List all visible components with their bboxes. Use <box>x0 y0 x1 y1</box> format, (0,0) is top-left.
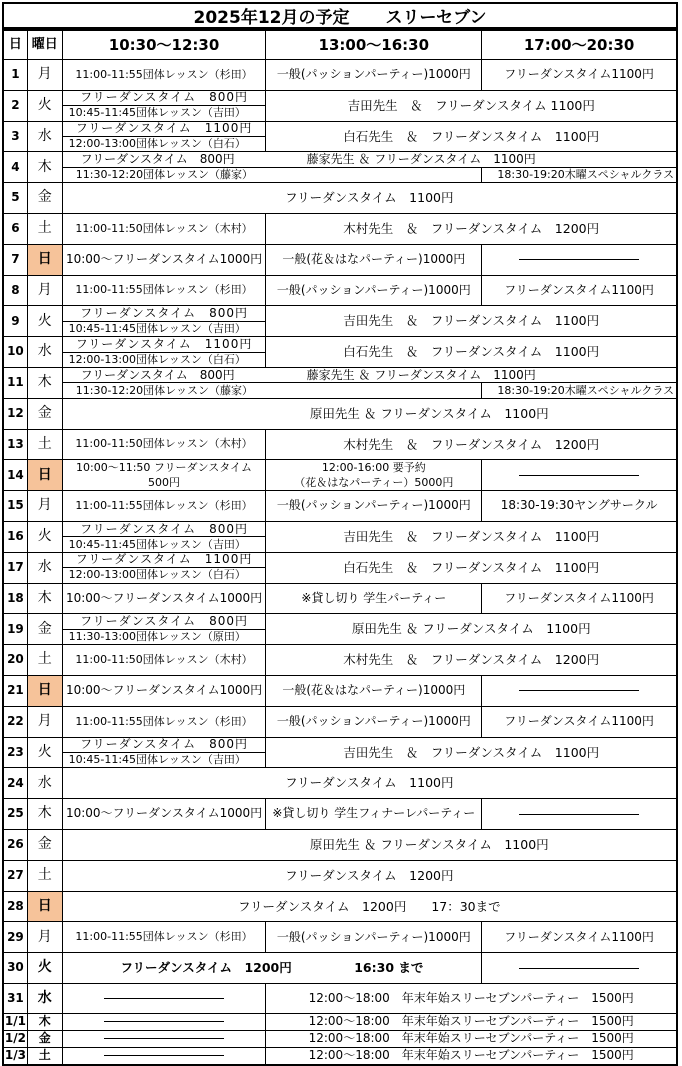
slot-evening: フリーダンスタイム1100円 <box>481 922 676 952</box>
weekday: 火 <box>27 91 62 121</box>
slot-afternoon-evening: 原田先生 ＆ フリーダンスタイム 1100円 <box>265 614 676 644</box>
weekday: 木 <box>27 584 62 614</box>
weekday: 木 <box>27 1014 62 1030</box>
slot-morning-empty <box>62 1014 266 1030</box>
day-number: 1 <box>11 67 20 82</box>
table-row <box>4 398 676 429</box>
day-number: 1/3 <box>4 1048 26 1063</box>
slot-morning: 11:00-11:55団体レッスン（杉田） <box>62 491 266 521</box>
table-row <box>4 737 676 768</box>
slot-morning-bottom: 10:45-11:45団体レッスン（吉田） <box>63 105 266 120</box>
slot-afternoon-evening: 12:00～18:00 年末年始スリーセブンパーティー 1500円 <box>265 984 676 1013</box>
table-row <box>4 1047 676 1064</box>
table-row <box>4 305 676 336</box>
table-row <box>4 521 676 552</box>
table-header-row <box>4 31 676 59</box>
slot-morning <box>62 738 266 768</box>
table-row <box>4 429 676 460</box>
weekday: 水 <box>27 768 62 798</box>
weekday: 水 <box>27 122 62 152</box>
day-number: 20 <box>7 652 24 667</box>
weekday: 月 <box>27 491 62 521</box>
slot-morning <box>62 553 266 583</box>
empty-dash <box>519 814 639 815</box>
slot-afternoon-evening: 木村先生 ＆ フリーダンスタイム 1200円 <box>265 430 676 460</box>
slot-afternoon-evening: 白石先生 ＆ フリーダンスタイム 1100円 <box>265 337 676 367</box>
slot-morning-top: フリーダンスタイム 800円 <box>80 90 249 105</box>
day-number: 1/2 <box>4 1031 26 1046</box>
weekday: 木 <box>27 799 62 829</box>
slot-morning-bottom: 12:00-13:00団体レッスン（白石） <box>63 352 266 367</box>
slot-morning: 11:00-11:50団体レッスン（木村） <box>62 645 266 675</box>
slot-morning <box>62 122 266 152</box>
day-number: 24 <box>7 775 24 790</box>
slot-evening-bottom: 18:30-19:20木曜スペシャルクラス <box>481 383 676 397</box>
day-number: 28 <box>7 898 24 913</box>
weekday: 木 <box>27 152 62 182</box>
slot-afternoon: ※貸し切り 学生パーティー <box>265 584 481 614</box>
empty-dash <box>519 259 639 260</box>
table-row <box>4 675 676 706</box>
slot-afternoon: ※貸し切り 学生フィナーレパーティー <box>265 799 481 829</box>
day-number: 3 <box>11 128 20 143</box>
title-shop: スリーセブン <box>385 8 487 28</box>
weekday: 月 <box>27 922 62 952</box>
weekday: 金 <box>27 183 62 213</box>
slot-morning-bottom: 12:00-13:00団体レッスン（白石） <box>63 567 266 582</box>
empty-dash <box>104 1055 224 1056</box>
table-row <box>4 644 676 675</box>
slot-morning: 10:00～フリーダンスタイム1000円 <box>62 245 266 275</box>
weekday: 月 <box>27 707 62 737</box>
table-row <box>4 213 676 244</box>
table-row <box>4 59 676 90</box>
day-number: 11 <box>7 375 24 390</box>
slot-afternoon: 一般(パッションパーティー)1000円 <box>265 276 481 306</box>
slot-afternoon-evening: 12:00～18:00 年末年始スリーセブンパーティー 1500円 <box>265 1048 676 1064</box>
slot-afternoon: 一般(花＆はなパーティー)1000円 <box>265 245 481 275</box>
day-number: 13 <box>7 436 24 451</box>
table-row <box>4 275 676 306</box>
table-row <box>4 336 676 367</box>
weekday: 木 <box>27 368 62 398</box>
day-number: 21 <box>7 683 24 698</box>
title-main: 2025年12月の予定 <box>193 8 350 28</box>
slot-morning-bottom: 500円 <box>148 475 181 489</box>
slot-evening: フリーダンスタイム1100円 <box>481 276 676 306</box>
day-number: 23 <box>7 744 24 759</box>
slot-afternoon-evening: 12:00～18:00 年末年始スリーセブンパーティー 1500円 <box>265 1031 676 1047</box>
slot-morning-bottom: 12:00-13:00団体レッスン（白石） <box>63 136 266 151</box>
header-slot-afternoon: 13:00～16:30 <box>265 31 481 59</box>
table-row <box>4 121 676 152</box>
slot-morning <box>62 306 266 336</box>
day-number: 22 <box>7 714 24 729</box>
table-row <box>4 151 676 182</box>
weekday-sunday: 日 <box>27 460 62 490</box>
slot-evening-empty <box>481 799 676 829</box>
table-row <box>4 367 676 398</box>
weekday-sunday: 日 <box>27 676 62 706</box>
slot-afternoon: 一般(パッションパーティー)1000円 <box>265 491 481 521</box>
slot-afternoon-evening: 吉田先生 ＆ フリーダンスタイム 1100円 <box>265 738 676 768</box>
table-row <box>4 1030 676 1047</box>
header-slot-morning: 10:30～12:30 <box>62 31 266 59</box>
day-number: 19 <box>7 621 24 636</box>
table-row <box>4 244 676 275</box>
slot-morning: 11:00-11:55団体レッスン（杉田） <box>62 707 266 737</box>
slot-morning-top: フリーダンスタイム 1100円 <box>75 121 253 136</box>
weekday: 月 <box>27 60 62 90</box>
weekday: 水 <box>27 337 62 367</box>
slot-span-all: フリーダンスタイム 1200円 <box>62 861 676 891</box>
slot-evening: 18:30-19:30ヤングサークル <box>481 491 676 521</box>
day-number: 18 <box>7 590 24 605</box>
slot-afternoon-top: 12:00-16:00 要予約 <box>321 460 426 474</box>
slot-afternoon-evening: 木村先生 ＆ フリーダンスタイム 1200円 <box>265 214 676 244</box>
day-number: 31 <box>7 990 24 1005</box>
weekday: 火 <box>27 522 62 552</box>
table-row <box>4 613 676 644</box>
slot-morning-top: フリーダンスタイム 1100円 <box>75 552 253 567</box>
weekday: 火 <box>27 306 62 336</box>
day-number: 9 <box>11 313 20 328</box>
day-number: 16 <box>7 529 24 544</box>
day-number: 25 <box>7 806 24 821</box>
slot-morning-top: フリーダンスタイム 800円 <box>80 737 249 752</box>
table-row <box>4 706 676 737</box>
slot-evening: フリーダンスタイム1100円 <box>481 60 676 90</box>
slot-morning <box>62 337 266 367</box>
slot-morning: 11:00-11:50団体レッスン（木村） <box>62 430 266 460</box>
weekday: 金 <box>27 614 62 644</box>
slot-afternoon-evening: 白石先生 ＆ フリーダンスタイム 1100円 <box>265 122 676 152</box>
table-row <box>4 583 676 614</box>
slot-morning-top: フリーダンスタイム 800円 <box>80 521 249 536</box>
day-number: 10 <box>7 344 24 359</box>
day-number: 30 <box>7 960 24 975</box>
slot-span-all: 原田先生 ＆ フリーダンスタイム 1100円 <box>62 830 676 860</box>
empty-dash <box>519 968 639 969</box>
day-number: 6 <box>11 221 20 236</box>
day-number: 8 <box>11 282 20 297</box>
page-title <box>2 2 678 29</box>
day-number: 14 <box>7 467 24 482</box>
table-row <box>4 767 676 798</box>
table-row <box>4 829 676 860</box>
slot-morning <box>62 460 266 490</box>
day-number: 2 <box>11 98 20 113</box>
slot-morning <box>62 522 266 552</box>
slot-evening-empty <box>481 460 676 490</box>
slot-evening-empty <box>481 953 676 983</box>
slot-span-top: フリーダンスタイム 800円 藤家先生 ＆ フリーダンスタイム 1100円 <box>80 152 536 166</box>
table-row <box>4 552 676 583</box>
slot-morning-bottom: 10:45-11:45団体レッスン（吉田） <box>63 536 266 551</box>
weekday: 水 <box>27 553 62 583</box>
weekday: 月 <box>27 276 62 306</box>
slot-morning-empty <box>62 984 266 1013</box>
empty-dash <box>104 1021 224 1022</box>
slot-span-all: フリーダンスタイム 1200円 17：30まで <box>62 892 676 922</box>
schedule-table <box>2 29 678 1066</box>
weekday: 土 <box>27 861 62 891</box>
slot-morning-bottom: 10:45-11:45団体レッスン（吉田） <box>63 752 266 767</box>
weekday-sunday: 日 <box>27 892 62 922</box>
weekday: 土 <box>27 645 62 675</box>
slot-morning-top: フリーダンスタイム 800円 <box>80 306 249 320</box>
day-number: 27 <box>7 868 24 883</box>
slot-morning-bottom: 11:30-12:20団体レッスン（藤家） <box>75 167 254 181</box>
slot-morning-top: 10:00～11:50 フリーダンスタイム <box>76 460 253 474</box>
table-row <box>4 459 676 490</box>
table-row <box>4 798 676 829</box>
slot-evening-bottom: 18:30-19:20木曜スペシャルクラス <box>481 168 676 182</box>
slot-span-all <box>62 152 676 182</box>
empty-dash <box>104 998 224 999</box>
slot-afternoon-evening: 木村先生 ＆ フリーダンスタイム 1200円 <box>265 645 676 675</box>
slot-morning-top: フリーダンスタイム 800円 <box>80 614 249 628</box>
day-number: 15 <box>7 498 24 513</box>
slot-afternoon-evening: 吉田先生 ＆ フリーダンスタイム 1100円 <box>265 306 676 336</box>
header-slot-evening: 17:00～20:30 <box>481 31 676 59</box>
day-number: 29 <box>7 929 24 944</box>
table-row <box>4 860 676 891</box>
day-number: 4 <box>11 159 20 174</box>
slot-span-top: フリーダンスタイム 800円 藤家先生 ＆ フリーダンスタイム 1100円 <box>80 367 536 382</box>
weekday: 土 <box>27 430 62 460</box>
slot-evening: フリーダンスタイム1100円 <box>481 707 676 737</box>
table-row <box>4 490 676 521</box>
slot-morning-top: フリーダンスタイム 1100円 <box>75 337 253 351</box>
slot-morning-empty <box>62 1048 266 1064</box>
table-row <box>4 921 676 952</box>
day-number: 5 <box>11 190 20 205</box>
weekday: 土 <box>27 1048 62 1064</box>
weekday: 火 <box>27 738 62 768</box>
weekday: 水 <box>27 984 62 1013</box>
day-number: 7 <box>11 252 20 267</box>
slot-evening-empty <box>481 245 676 275</box>
slot-morning: 10:00～フリーダンスタイム1000円 <box>62 799 266 829</box>
table-row <box>4 983 676 1013</box>
table-row <box>4 952 676 983</box>
slot-afternoon: 一般(花＆はなパーティー)1000円 <box>265 676 481 706</box>
slot-evening: フリーダンスタイム1100円 <box>481 584 676 614</box>
empty-dash <box>519 475 639 476</box>
slot-morning-bottom: 11:30-13:00団体レッスン（原田） <box>63 629 266 644</box>
table-row <box>4 182 676 213</box>
day-number: 17 <box>7 560 24 575</box>
weekday: 金 <box>27 830 62 860</box>
table-row <box>4 891 676 922</box>
slot-span-all <box>62 368 676 398</box>
empty-dash <box>104 1038 224 1039</box>
header-weekday: 曜日 <box>27 31 62 59</box>
slot-span-all: フリーダンスタイム 1100円 <box>62 183 676 213</box>
slot-morning <box>62 91 266 121</box>
slot-morning: 11:00-11:50団体レッスン（木村） <box>62 214 266 244</box>
slot-afternoon <box>265 460 481 490</box>
slot-afternoon-evening: 12:00～18:00 年末年始スリーセブンパーティー 1500円 <box>265 1014 676 1030</box>
weekday: 金 <box>27 399 62 429</box>
slot-afternoon-bottom: （花＆はなパーティー）5000円 <box>294 475 454 489</box>
weekday: 金 <box>27 1031 62 1047</box>
header-day: 日 <box>8 36 22 52</box>
slot-morning <box>62 614 266 644</box>
slot-morning: 10:00～フリーダンスタイム1000円 <box>62 584 266 614</box>
day-number: 12 <box>7 406 24 421</box>
slot-afternoon: 一般(パッションパーティー)1000円 <box>265 707 481 737</box>
slot-afternoon-evening: 白石先生 ＆ フリーダンスタイム 1100円 <box>265 553 676 583</box>
weekday: 土 <box>27 214 62 244</box>
slot-afternoon-evening: 吉田先生 ＆ フリーダンスタイム 1100円 <box>265 522 676 552</box>
slot-evening-empty <box>481 676 676 706</box>
slot-morning: 11:00-11:55団体レッスン（杉田） <box>62 60 266 90</box>
table-row <box>4 90 676 121</box>
slot-morning-empty <box>62 1031 266 1047</box>
slot-span-all: 原田先生 ＆ フリーダンスタイム 1100円 <box>62 399 676 429</box>
slot-morning: 11:00-11:55団体レッスン（杉田） <box>62 276 266 306</box>
slot-afternoon-evening: 吉田先生 ＆ フリーダンスタイム 1100円 <box>265 91 676 121</box>
slot-morning-afternoon: フリーダンスタイム 1200円 16:30 まで <box>62 953 482 983</box>
slot-morning: 11:00-11:55団体レッスン（杉田） <box>62 922 266 952</box>
day-number: 26 <box>7 837 24 852</box>
slot-morning-bottom: 10:45-11:45団体レッスン（吉田） <box>63 321 266 336</box>
table-row <box>4 1013 676 1030</box>
weekday-sunday: 日 <box>27 245 62 275</box>
slot-morning: 10:00～フリーダンスタイム1000円 <box>62 676 266 706</box>
empty-dash <box>519 690 639 691</box>
slot-afternoon: 一般(パッションパーティー)1000円 <box>265 922 481 952</box>
slot-morning-bottom: 11:30-12:20団体レッスン（藤家） <box>75 383 254 397</box>
day-number: 1/1 <box>4 1014 26 1029</box>
slot-span-all: フリーダンスタイム 1100円 <box>62 768 676 798</box>
slot-afternoon: 一般(パッションパーティー)1000円 <box>265 60 481 90</box>
weekday: 火 <box>27 953 62 983</box>
